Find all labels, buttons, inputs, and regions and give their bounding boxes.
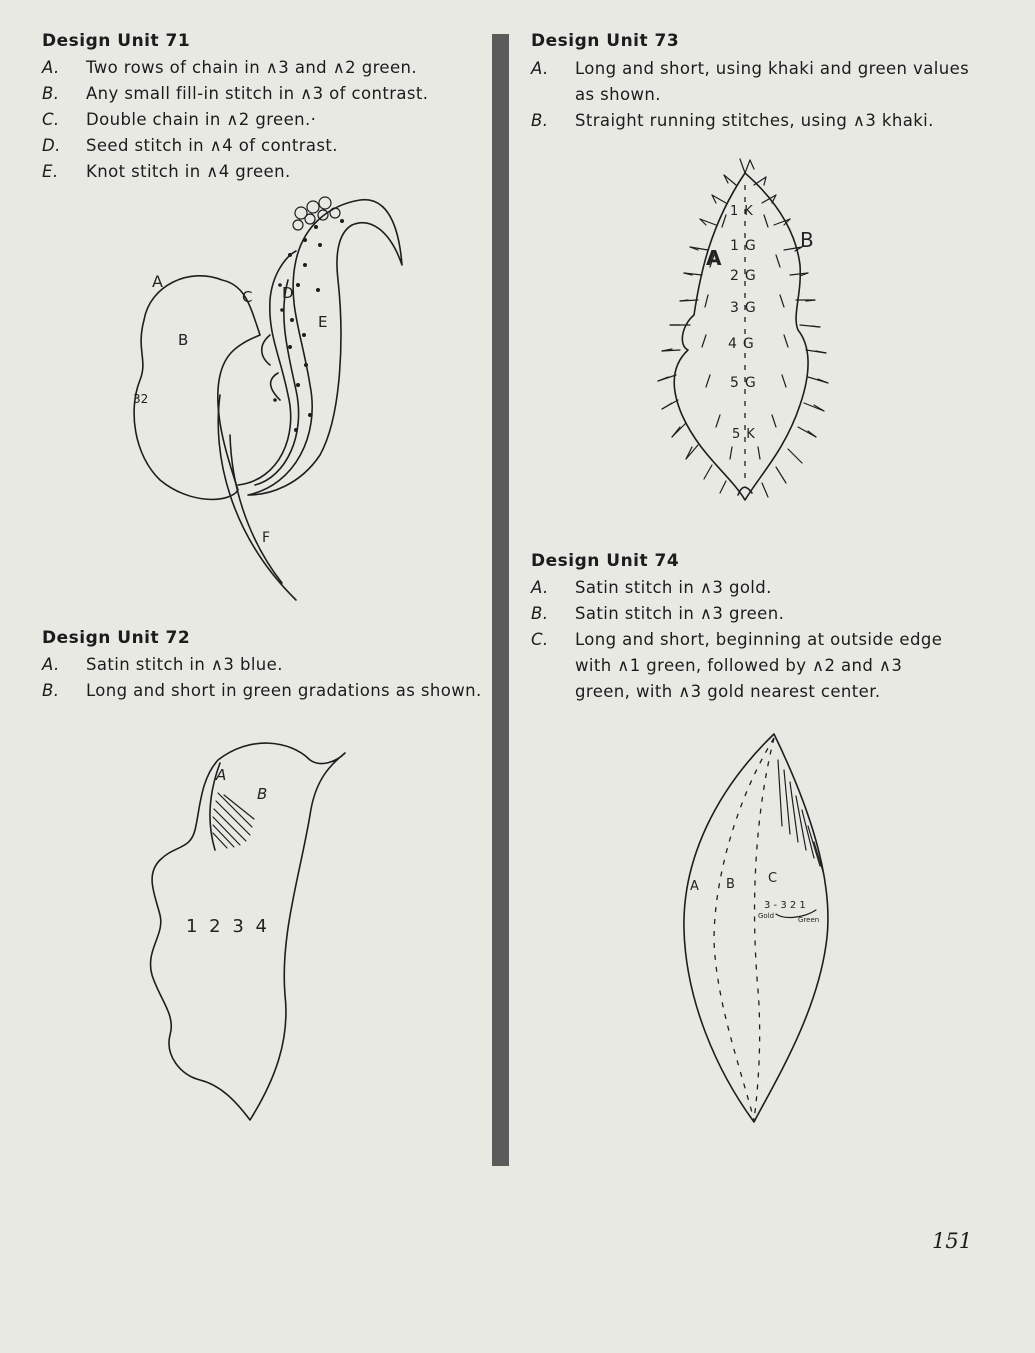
design-unit-71-figure (120, 185, 420, 605)
instruction-item: B. Long and short in green gradations as shown. (42, 681, 482, 700)
instruction-item: B. Any small fill-in stitch in ∧3 of contrast. (42, 84, 429, 103)
fig71-label-c: C (242, 288, 253, 306)
instruction-item: B. Satin stitch in ∧3 green. (531, 604, 785, 623)
fig73-row-label: 1K (730, 204, 759, 219)
unit-71-title: Design Unit 71 (42, 31, 191, 51)
design-unit-74-figure (676, 730, 836, 1125)
instruction-item: with ∧1 green, followed by ∧2 and ∧3 (575, 656, 903, 675)
instruction-item: B. Straight running stitches, using ∧3 khaki. (531, 111, 934, 130)
fig73-row-label: 3G (730, 300, 762, 316)
fig73-row-label: 5G (730, 375, 762, 391)
fig71-label-number: 32 (133, 392, 149, 406)
fig73-row-label: 4G (728, 336, 760, 352)
instruction-item: E. Knot stitch in ∧4 green. (42, 162, 291, 181)
fig72-label-numbers: 1 2 3 4 (186, 916, 270, 937)
unit-74-instructions (531, 575, 981, 705)
fig74-label-c: C (768, 871, 778, 886)
unit-72-title: Design Unit 72 (42, 628, 191, 648)
fig72-label-a: A (216, 766, 227, 784)
fig71-label-b: B (178, 331, 189, 349)
instruction-item: green, with ∧3 gold nearest center. (575, 682, 881, 701)
instruction-item: A. Satin stitch in ∧3 blue. (42, 655, 283, 674)
fig73-label-a: A (706, 246, 722, 270)
unit-72-instructions (42, 652, 487, 704)
fig71-label-d: D (282, 284, 294, 302)
fig73-label-b: B (800, 228, 814, 252)
unit-73-instructions (531, 56, 981, 134)
fig72-label-b: B (257, 785, 268, 803)
instruction-item: C. Double chain in ∧2 green.· (42, 110, 317, 129)
unit-73-title: Design Unit 73 (531, 31, 680, 51)
fig71-label-a: A (152, 272, 163, 291)
instruction-item: C. Long and short, beginning at outside edge (531, 630, 943, 649)
fig73-row-label: 5K (732, 427, 761, 442)
fig73-row-label: 1G (730, 238, 762, 254)
fig71-label-e: E (318, 313, 328, 331)
fig74-label-gold: Gold (758, 912, 775, 920)
fig73-row-label: 2G (730, 268, 762, 284)
fig74-label-green: Green (798, 916, 820, 924)
instruction-item: A. Long and short, using khaki and green values (531, 59, 970, 78)
page-number: 151 (932, 1229, 973, 1253)
instruction-item: A. Satin stitch in ∧3 gold. (531, 578, 772, 597)
unit-74-title: Design Unit 74 (531, 551, 680, 571)
fig74-label-b: B (726, 877, 735, 892)
instruction-item: A. Two rows of chain in ∧3 and ∧2 green. (42, 58, 418, 77)
instruction-item: D. Seed stitch in ∧4 of contrast. (42, 136, 338, 155)
fig74-label-numbers: 3 - 3 2 1 (764, 900, 806, 911)
design-unit-73-figure (650, 155, 840, 505)
fig74-label-a: A (690, 879, 699, 894)
design-unit-72-figure (140, 735, 350, 1125)
instruction-item: as shown. (575, 85, 661, 104)
column-divider (492, 34, 509, 1166)
fig71-label-f: F (262, 530, 271, 546)
unit-71-instructions (42, 55, 482, 185)
